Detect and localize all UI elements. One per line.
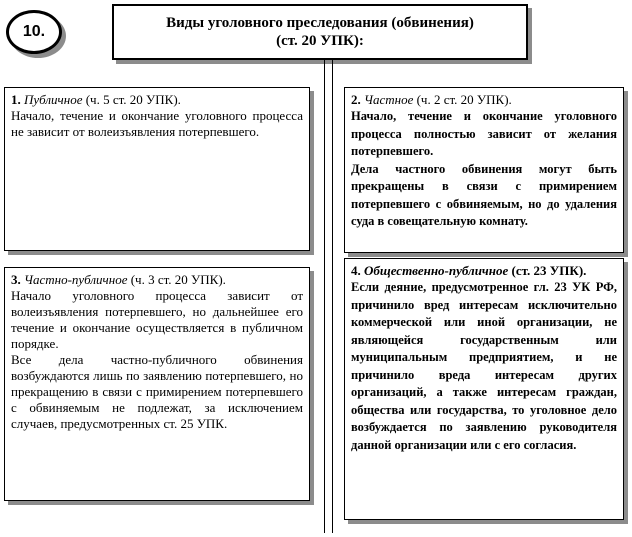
type-box-private <box>344 87 624 253</box>
box-heading <box>11 92 303 108</box>
box-text: Если деяние, предусмотренное гл. 23 УК РФ, причинило вред интересам исключительно коммерческой или иной организации, не являющейся государственным или муниципальным предприятием, и не причинило вреда интересам других организаций, а также интересам граждан, общества или государства, то уголовное дело возбуждается по заявлению руководителя данной организации или с его согласия. <box>351 280 617 452</box>
type-name: Общественно-публичное <box>364 263 509 278</box>
law-reference: (ст. 23 УПК). <box>511 263 587 278</box>
box-text: Начало, течение и окончание уголовного процесса полностью зависит от желания потерпевшего. <box>351 109 617 158</box>
box-number: 4. <box>351 263 361 278</box>
title-line-2: (ст. 20 УПК): <box>276 33 364 49</box>
box-heading <box>351 263 617 279</box>
type-name: Публичное <box>24 92 83 107</box>
box-text: Дела частного обвинения могут быть прекращены в связи с примирением потерпевшего с обвиняемым, но до удаления суда в совещательную комнату. <box>351 161 617 228</box>
box-text: Начало, течение и окончание уголовного процесса не зависит от волеизъявления потерпевшего. <box>11 108 303 139</box>
diagram-title-box <box>112 4 528 60</box>
type-name: Частное <box>364 92 414 107</box>
box-heading <box>351 92 617 108</box>
box-text: Начало уголовного процесса зависит от волеизъявления потерпевшего, но дальнейшее его течение и окончание осуществляется в публичном порядке. <box>11 288 303 351</box>
type-box-public <box>4 87 310 251</box>
badge-number: 10. <box>22 23 46 40</box>
box-heading <box>11 272 303 288</box>
vertical-connector <box>324 60 333 533</box>
type-box-social-public <box>344 258 624 520</box>
law-reference: (ч. 3 ст. 20 УПК). <box>130 272 226 287</box>
law-reference: (ч. 5 ст. 20 УПК). <box>85 92 181 107</box>
type-name: Частно-публичное <box>24 272 128 287</box>
title-line-1: Виды уголовного преследования (обвинения) <box>166 15 474 31</box>
box-number: 2. <box>351 92 361 107</box>
box-number: 3. <box>11 272 21 287</box>
box-text: Все дела частно-публичного обвинения возбуждаются лишь по заявлению потерпевшего, но прекращению в связи с примирением потерпевшего с обвиняемым не подлежат, за исключением случаев, предусмотренных ст. 25 УПК. <box>11 352 303 431</box>
type-box-private-public <box>4 267 310 501</box>
number-badge <box>6 10 62 54</box>
law-reference: (ч. 2 ст. 20 УПК). <box>416 92 512 107</box>
box-number: 1. <box>11 92 21 107</box>
